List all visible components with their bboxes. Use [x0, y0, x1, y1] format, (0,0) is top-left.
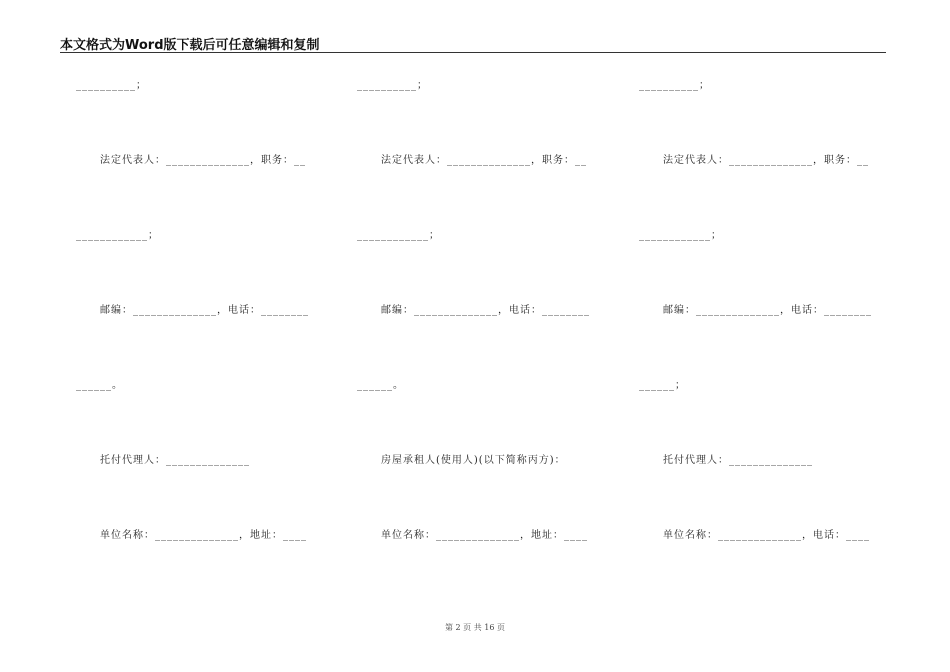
- lessee-line: 房屋承租人(使用人)(以下简称丙方)：: [381, 455, 566, 466]
- unit-name-line: 单位名称：______________，电话：____: [663, 530, 870, 541]
- legal-rep-line: 法定代表人：______________，职务：__: [381, 155, 587, 166]
- blank-line-3: ______。: [76, 380, 123, 391]
- blank-line-2: ____________；: [76, 230, 159, 241]
- blank-line-1: __________；: [76, 80, 147, 91]
- legal-rep-line: 法定代表人：______________，职务：__: [100, 155, 306, 166]
- blank-line-2: ____________；: [357, 230, 440, 241]
- blank-line-1: __________；: [639, 80, 710, 91]
- blank-line-3: ______。: [357, 380, 404, 391]
- legal-rep-line: 法定代表人：______________，职务：__: [663, 155, 869, 166]
- agent-line: 托付代理人：______________: [663, 455, 813, 466]
- unit-name-line: 单位名称：______________，地址：____: [100, 530, 307, 541]
- postcode-phone-line: 邮编：______________，电话：________: [100, 305, 309, 316]
- blank-line-2: ____________；: [639, 230, 722, 241]
- blank-line-3: ______；: [639, 380, 686, 391]
- page-header: [60, 34, 886, 53]
- header-title: 本文格式为Word版下载后可任意编辑和复制: [60, 38, 320, 53]
- page-number: 第 2 页 共 16 页: [445, 623, 505, 632]
- agent-line: 托付代理人：______________: [100, 455, 250, 466]
- postcode-phone-line: 邮编：______________，电话：________: [663, 305, 872, 316]
- unit-name-line: 单位名称：______________，地址：____: [381, 530, 588, 541]
- blank-line-1: __________；: [357, 80, 428, 91]
- postcode-phone-line: 邮编：______________，电话：________: [381, 305, 590, 316]
